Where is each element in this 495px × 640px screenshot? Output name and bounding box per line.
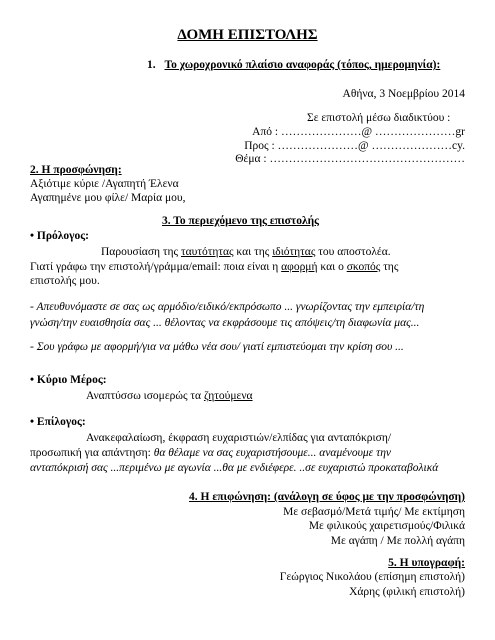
main-body-line	[86, 389, 253, 404]
email-subject-line: Θέμα : ……………………………………………	[235, 153, 465, 165]
bullet-icon: •	[30, 374, 35, 386]
signature-line-2: Χάρης (φιλική επιστολή)	[349, 586, 465, 598]
epilogue-line-2-text: προσωπική για απάντηση:	[30, 447, 154, 459]
prologue-line-1-text-b: και της	[233, 246, 273, 258]
bullet-icon: •	[30, 416, 35, 428]
epilogue-line-2-example: θα θέλαμε να σας ευχαριστήσουμε... αναμένουμε την	[153, 447, 391, 459]
epilogue-label: Επίλογος:	[36, 416, 86, 428]
section-1-heading	[147, 58, 440, 73]
epilogue-line-2	[30, 446, 391, 461]
email-from-line: Από : …………………@ …………………gr	[252, 126, 465, 138]
example-line-2: γνώση/την ευαισθησία σας ... θέλοντας να εκφράσουμε τις απόψεις/τη διαφωνία μας...	[30, 317, 420, 329]
prologue-line-3: επιστολής μου.	[30, 275, 100, 287]
email-to-line: Προς : …………………@ …………………cy.	[244, 140, 465, 152]
closing-line-1: Με σεβασμό/Μετά τιμής/ Με εκτίμηση	[283, 506, 465, 518]
prologue-line-1-text-a: Παρουσίαση της	[101, 246, 181, 258]
main-body-label: Κύριο Μέρος:	[36, 374, 107, 386]
prologue-line-2-text-c: της	[380, 261, 399, 273]
main-body-heading	[30, 373, 107, 388]
prologue-line-2	[30, 260, 398, 275]
section-5-heading: 5. Η υπογραφή:	[388, 557, 465, 569]
bullet-icon: •	[30, 230, 35, 242]
requirements-term: ζητούμενα	[203, 390, 253, 402]
section-2-heading: 2. Η προσφώνηση:	[30, 164, 122, 176]
prologue-heading	[30, 229, 89, 244]
section-4-heading: 4. Η επιφώνηση: (ανάλογη σε ύφος με την προσφώνηση)	[189, 491, 465, 503]
email-block-title: Σε επιστολή μέσω διαδικτύου :	[307, 112, 451, 124]
example-line-3: - Σου γράφω με αφορμή/για να μάθω νέα σου/ γιατί εμπιστεύομαι την κρίση σου ...	[30, 341, 404, 353]
section-1-title: Το χωροχρονικό πλαίσιο αναφοράς (τόπος, ημερομηνία):	[164, 59, 441, 71]
salutation-line-1: Αξιότιμε κύριε /Αγαπητή Έλενα	[30, 178, 179, 190]
occasion-term: αφορμή	[281, 261, 318, 273]
prologue-label: Πρόλογος:	[36, 230, 89, 242]
prologue-line-1	[101, 245, 391, 260]
capacity-term: ιδιότητας	[272, 246, 316, 258]
epilogue-line-1: Ανακεφαλαίωση, έκφραση ευχαριστιών/ελπίδας για ανταπόκριση/	[86, 432, 392, 444]
date-line: Αθήνα, 3 Νοεμβρίου 2014	[342, 88, 465, 100]
document-title: ΔΟΜΗ ΕΠΙΣΤΟΛΗΣ	[177, 27, 318, 43]
closing-line-3: Με αγάπη / Με πολλή αγάπη	[330, 535, 465, 547]
prologue-line-1-text-c: του αποστολέα.	[315, 246, 391, 258]
epilogue-heading	[30, 415, 86, 430]
prologue-line-2-text-b: και ο	[317, 261, 347, 273]
salutation-line-2: Αγαπημένε μου φίλε/ Μαρία μου,	[30, 192, 186, 204]
prologue-line-2-text-a: Γιατί γράφω την επιστολή/γράμμα/email: ποια είναι η	[30, 261, 282, 273]
section-1-number: 1.	[147, 59, 156, 71]
section-3-heading: 3. Το περιεχόμενο της επιστολής	[162, 215, 319, 227]
purpose-term: σκοπός	[346, 261, 381, 273]
identity-term: ταυτότητας	[180, 246, 234, 258]
signature-line-1: Γεώργιος Νικολάου (επίσημη επιστολή)	[279, 571, 465, 583]
closing-line-2: Με φιλικούς χαιρετισμούς/Φιλικά	[308, 520, 465, 532]
main-body-text: Αναπτύσσω ισομερώς τα	[86, 390, 204, 402]
epilogue-line-3: ανταπόκρισή σας ...περιμένω με αγωνία ...θα με ενδιέφερε. ..σε ευχαριστώ προκαταβολικά	[30, 462, 439, 474]
example-line-1: - Απευθυνόμαστε σε σας ως αρμόδιο/ειδικό/εκπρόσωπο ... γνωρίζοντας την εμπειρία/τη	[30, 301, 425, 313]
